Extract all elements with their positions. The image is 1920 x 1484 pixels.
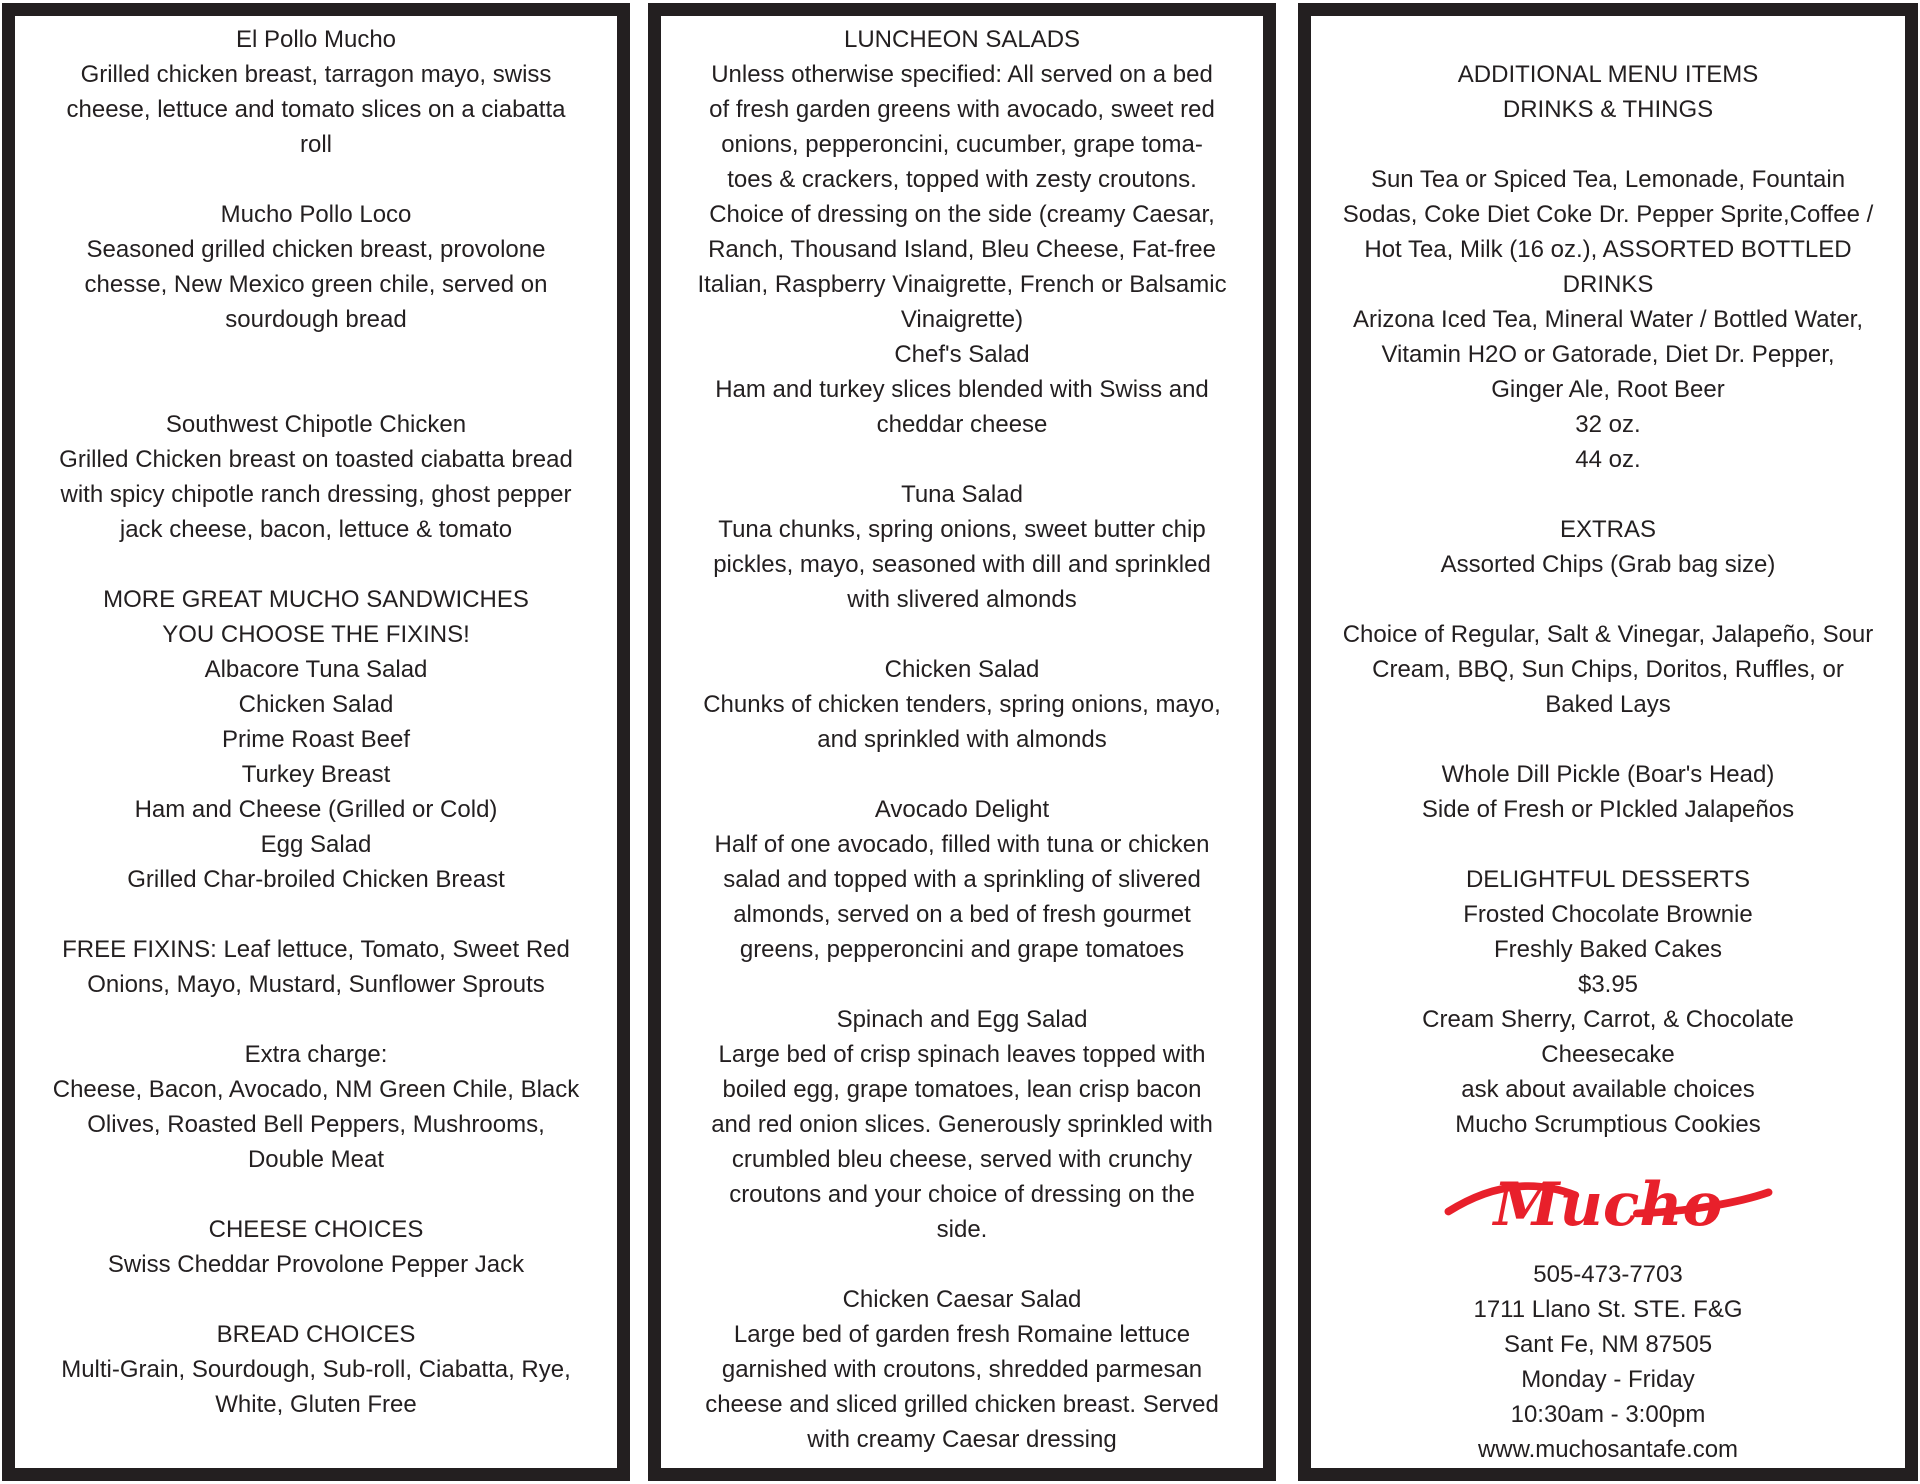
menu-block (1311, 617, 1905, 722)
menu-line: almonds, served on a bed of fresh gourmet (733, 901, 1191, 928)
menu-line: Choice of dressing on the side (creamy Caesar, (709, 201, 1215, 228)
menu-line: $3.95 (1577, 971, 1639, 998)
menu-line: Ham and turkey slices blended with Swiss and (715, 376, 1209, 403)
menu-line: CHEESE CHOICES (208, 1216, 424, 1243)
menu-line: 32 oz. (1575, 411, 1641, 438)
menu-line: Ranch, Thousand Island, Bleu Cheese, Fat-free (708, 236, 1216, 263)
menu-block (661, 1282, 1263, 1457)
menu-line: Spinach and Egg Salad (836, 1006, 1088, 1033)
menu-line: Arizona Iced Tea, Mineral Water / Bottled Water, (1353, 306, 1863, 333)
menu-line: Italian, Raspberry Vinaigrette, French or Balsamic (697, 271, 1227, 298)
panel-luncheon-salads (648, 3, 1276, 1481)
menu-line: Choice of Regular, Salt & Vinegar, Jalapeño, Sour (1342, 621, 1874, 648)
panel-luncheon-salads-content (661, 16, 1263, 1457)
menu-line: Sun Tea or Spiced Tea, Lemonade, Fountain (1370, 166, 1846, 193)
menu-line: Vitamin H2O or Gatorade, Diet Dr. Pepper, (1381, 341, 1835, 368)
menu-block (1311, 162, 1905, 477)
menu-line: FREE FIXINS: Leaf lettuce, Tomato, Sweet Red (62, 936, 570, 963)
panel-drinks-things (1298, 3, 1918, 1481)
menu-line: www.muchosantafe.com (1477, 1436, 1739, 1463)
menu-line: Olives, Roasted Bell Peppers, Mushrooms, (87, 1111, 545, 1138)
menu-line: Ginger Ale, Root Beer (1491, 376, 1725, 403)
menu-line: pickles, mayo, seasoned with dill and sprinkled (713, 551, 1211, 578)
menu-line: Prime Roast Beef (221, 726, 411, 753)
logo-wordmark: Mucho (1493, 1169, 1723, 1240)
menu-line: with creamy Caesar dressing (807, 1426, 1117, 1453)
menu-line: Cheesecake (1541, 1041, 1675, 1068)
mucho-logo (1311, 1142, 1905, 1257)
menu-line: Grilled chicken breast, tarragon mayo, swiss (80, 61, 552, 88)
menu-block (15, 1317, 617, 1422)
menu-line: LUNCHEON SALADS (843, 26, 1081, 53)
menu-line: 1711 Llano St. STE. F&G (1473, 1296, 1743, 1323)
menu-block (1311, 1257, 1905, 1467)
menu-line: Tuna Salad (901, 481, 1023, 508)
menu-line: EXTRAS (1559, 516, 1657, 543)
menu-block (661, 1002, 1263, 1247)
menu-line: croutons and your choice of dressing on the (729, 1181, 1195, 1208)
menu-line: MORE GREAT MUCHO SANDWICHES (103, 586, 529, 613)
menu-line: Freshly Baked Cakes (1493, 936, 1723, 963)
menu-block (1311, 512, 1905, 582)
menu-line: 505-473-7703 (1533, 1261, 1683, 1288)
menu-line: and sprinkled with almonds (817, 726, 1107, 753)
menu-line: DRINKS & THINGS (1502, 96, 1714, 123)
menu-line: Avocado Delight (874, 796, 1050, 823)
menu-line: Chicken Caesar Salad (842, 1286, 1082, 1313)
menu-line: Sodas, Coke Diet Coke Dr. Pepper Sprite,Coffee / (1342, 201, 1874, 228)
menu-line: Side of Fresh or PIckled Jalapeños (1421, 796, 1795, 823)
menu-line: Frosted Chocolate Brownie (1463, 901, 1753, 928)
menu-line: El Pollo Mucho (235, 26, 397, 53)
menu-line: 44 oz. (1575, 446, 1641, 473)
menu-line: chesse, New Mexico green chile, served on (84, 271, 548, 298)
menu-line: greens, pepperoncini and grape tomatoes (739, 936, 1185, 963)
menu-line: Chicken Salad (884, 656, 1040, 683)
menu-line: salad and topped with a sprinkling of slivered (723, 866, 1201, 893)
menu-line: with spicy chipotle ranch dressing, ghost pepper (60, 481, 572, 508)
menu-line: jack cheese, bacon, lettuce & tomato (119, 516, 513, 543)
menu-block (661, 792, 1263, 967)
menu-line: Cheese, Bacon, Avocado, NM Green Chile, Black (52, 1076, 580, 1103)
menu-line: garnished with croutons, shredded parmesan (721, 1356, 1203, 1383)
menu-line: side. (936, 1216, 988, 1243)
menu-line: onions, pepperoncini, cucumber, grape toma- (721, 131, 1203, 158)
menu-line: White, Gluten Free (215, 1391, 417, 1418)
menu-block (15, 1212, 617, 1282)
menu-line: Seasoned grilled chicken breast, provolone (86, 236, 546, 263)
menu-line: Half of one avocado, filled with tuna or chicken (714, 831, 1210, 858)
menu-line: boiled egg, grape tomatoes, lean crisp bacon (722, 1076, 1202, 1103)
menu-line: Multi-Grain, Sourdough, Sub-roll, Ciabatta, Rye, (61, 1356, 571, 1383)
menu-line: Sant Fe, NM 87505 (1503, 1331, 1713, 1358)
menu-line: Cream, BBQ, Sun Chips, Doritos, Ruffles, or (1372, 656, 1844, 683)
panel-sandwiches-content (15, 16, 617, 1422)
menu-line: BREAD CHOICES (216, 1321, 416, 1348)
menu-line: ADDITIONAL MENU ITEMS (1457, 61, 1759, 88)
menu-line: roll (299, 131, 332, 158)
menu-block (661, 652, 1263, 757)
mucho-logo-svg (1443, 1150, 1773, 1250)
menu-block (1311, 757, 1905, 827)
menu-line: of fresh garden greens with avocado, sweet red (709, 96, 1215, 123)
menu-line: Extra charge: (244, 1041, 388, 1068)
menu-line: and red onion slices. Generously sprinkled with (711, 1111, 1213, 1138)
menu-line: Turkey Breast (241, 761, 391, 788)
menu-block (661, 477, 1263, 617)
menu-line: Monday - Friday (1521, 1366, 1695, 1393)
menu-line: Albacore Tuna Salad (204, 656, 428, 683)
menu-block (15, 932, 617, 1002)
menu-block (15, 407, 617, 547)
menu-line: Baked Lays (1545, 691, 1671, 718)
menu-block (1311, 862, 1905, 1142)
menu-line: cheese, lettuce and tomato slices on a ciabatta (66, 96, 566, 123)
menu-line: Large bed of garden fresh Romaine lettuce (733, 1321, 1191, 1348)
menu-line: Chicken Salad (238, 691, 394, 718)
menu-line: Grilled Char-broiled Chicken Breast (127, 866, 505, 893)
menu-block (15, 582, 617, 897)
menu-line: Double Meat (247, 1146, 385, 1173)
menu-line: ask about available choices (1461, 1076, 1755, 1103)
menu-line: DRINKS (1562, 271, 1654, 298)
menu-line: Mucho Scrumptious Cookies (1455, 1111, 1761, 1138)
menu-line: Chunks of chicken tenders, spring onions, mayo, (703, 691, 1221, 718)
menu-line: Swiss Cheddar Provolone Pepper Jack (107, 1251, 525, 1278)
menu-line: Vinaigrette) (900, 306, 1024, 333)
menu-block (15, 197, 617, 337)
menu-line: Whole Dill Pickle (Boar's Head) (1441, 761, 1775, 788)
menu-line: Egg Salad (260, 831, 372, 858)
menu-line: Cream Sherry, Carrot, & Chocolate (1422, 1006, 1794, 1033)
menu-block (661, 22, 1263, 442)
menu-block (1311, 57, 1905, 127)
menu-line: toes & crackers, topped with zesty croutons. (727, 166, 1197, 193)
menu-line: Large bed of crisp spinach leaves topped with (718, 1041, 1206, 1068)
menu-line: Grilled Chicken breast on toasted ciabatta bread (59, 446, 573, 473)
menu-line: cheese and sliced grilled chicken breast. Served (705, 1391, 1219, 1418)
menu-line: sourdough bread (225, 306, 407, 333)
menu-line: Ham and Cheese (Grilled or Cold) (134, 796, 498, 823)
menu-line: Chef's Salad (894, 341, 1030, 368)
menu-line: Unless otherwise specified: All served on a bed (711, 61, 1213, 88)
menu-line: crumbled bleu cheese, served with crunchy (731, 1146, 1193, 1173)
menu-line: Hot Tea, Milk (16 oz.), ASSORTED BOTTLED (1364, 236, 1852, 263)
menu-line: with slivered almonds (847, 586, 1077, 613)
menu-line: Mucho Pollo Loco (220, 201, 412, 228)
menu-line: DELIGHTFUL DESSERTS (1465, 866, 1751, 893)
menu-line: 10:30am - 3:00pm (1510, 1401, 1706, 1428)
menu-block (15, 22, 617, 162)
panel-drinks-things-content (1311, 16, 1905, 1467)
menu-line: cheddar cheese (876, 411, 1048, 438)
menu-line: Assorted Chips (Grab bag size) (1440, 551, 1776, 578)
menu-line: Southwest Chipotle Chicken (165, 411, 467, 438)
menu-line: YOU CHOOSE THE FIXINS! (162, 621, 470, 648)
menu-line: Tuna chunks, spring onions, sweet butter chip (718, 516, 1206, 543)
menu-block (15, 1037, 617, 1177)
menu-line: Onions, Mayo, Mustard, Sunflower Sprouts (87, 971, 545, 998)
panel-sandwiches (2, 3, 630, 1481)
